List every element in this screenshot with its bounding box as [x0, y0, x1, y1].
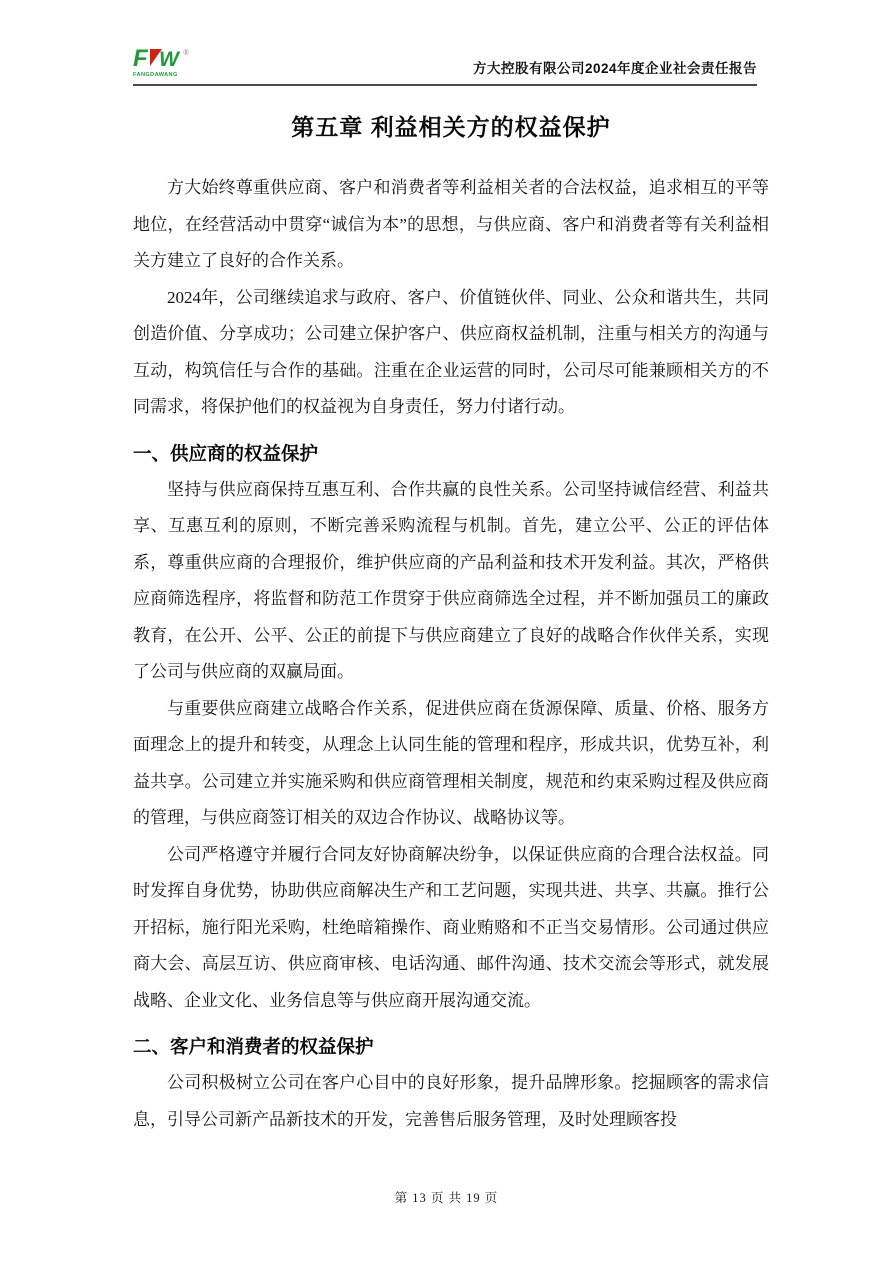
logo-letter-f: F	[133, 46, 148, 72]
page-header	[0, 0, 893, 86]
section-heading-suppliers: 一、供应商的权益保护	[133, 442, 319, 464]
logo-letter-w: W	[159, 48, 179, 71]
body-paragraph: 2024年，公司继续追求与政府、客户、价值链伙伴、同业、公众和谐共生，共同创造价值、分享成功；公司建立保护客户、供应商权益机制，注重与相关方的沟通与互动，构筑信任与合作的基础。注重在企业运营的同时，公司尽可能兼顾相关方的不同需求，将保护他们的权益视为自身责任，努力付诸行动。	[133, 287, 769, 416]
logo-subtitle: FANGDAWANG	[133, 72, 178, 78]
chapter-title: 第五章 利益相关方的权益保护	[291, 114, 611, 140]
body-paragraph: 与重要供应商建立战略合作关系，促进供应商在货源保障、质量、价格、服务方面理念上的提升和转变，从理念上认同生能的管理和程序，形成共识，优势互补，利益共享。公司建立并实施采购和供应商管理相关制度，规范和约束采购过程及供应商的管理，与供应商签订相关的双边合作协议、战略协议等。	[133, 698, 769, 827]
body-paragraph: 方大始终尊重供应商、客户和消费者等利益相关者的合法权益，追求相互的平等地位，在经营活动中贯穿“诚信为本”的思想，与供应商、客户和消费者等有关利益相关方建立了良好的合作关系。	[133, 178, 769, 270]
page-footer	[0, 1188, 893, 1206]
fangda-logo	[133, 46, 191, 79]
page-number: 第 13 页 共 19 页	[394, 1191, 499, 1205]
fangda-logo-icon	[133, 46, 191, 79]
body-paragraph: 坚持与供应商保持互惠互利、合作共赢的良性关系。公司坚持诚信经营、利益共享、互惠互利的原则，不断完善采购流程与机制。首先，建立公平、公正的评估体系，尊重供应商的合理报价，维护供应商的产品利益和技术开发利益。其次，严格供应商筛选程序，将监督和防范工作贯穿于供应商筛选全过程，并不断加强员工的廉政教育，在公开、公平、公正的前提下与供应商建立了良好的战略合作伙伴关系，实现了公司与供应商的双赢局面。	[133, 479, 769, 681]
registered-mark-icon: ®	[183, 48, 190, 57]
document-body	[133, 170, 769, 1138]
body-paragraph: 公司严格遵守并履行合同友好协商解决纷争，以保证供应商的合理合法权益。同时发挥自身优势，协助供应商解决生产和工艺问题，实现共进、共享、共赢。推行公开招标，施行阳光采购，杜绝暗箱操作、商业贿赂和不正当交易情形。公司通过供应商大会、高层互访、供应商审核、电话沟通、邮件沟通、技术交流会等形式，就发展战略、企业文化、业务信息等与供应商开展沟通交流。	[133, 844, 769, 1010]
body-paragraph: 公司积极树立公司在客户心目中的良好形象，提升品牌形象。挖掘顾客的需求信息，引导公司新产品新技术的开发，完善售后服务管理，及时处理顾客投	[133, 1073, 769, 1129]
report-title: 方大控股有限公司2024年度企业社会责任报告	[472, 61, 757, 76]
section-heading-customers: 二、客户和消费者的权益保护	[133, 1036, 374, 1057]
header-divider	[133, 84, 757, 86]
